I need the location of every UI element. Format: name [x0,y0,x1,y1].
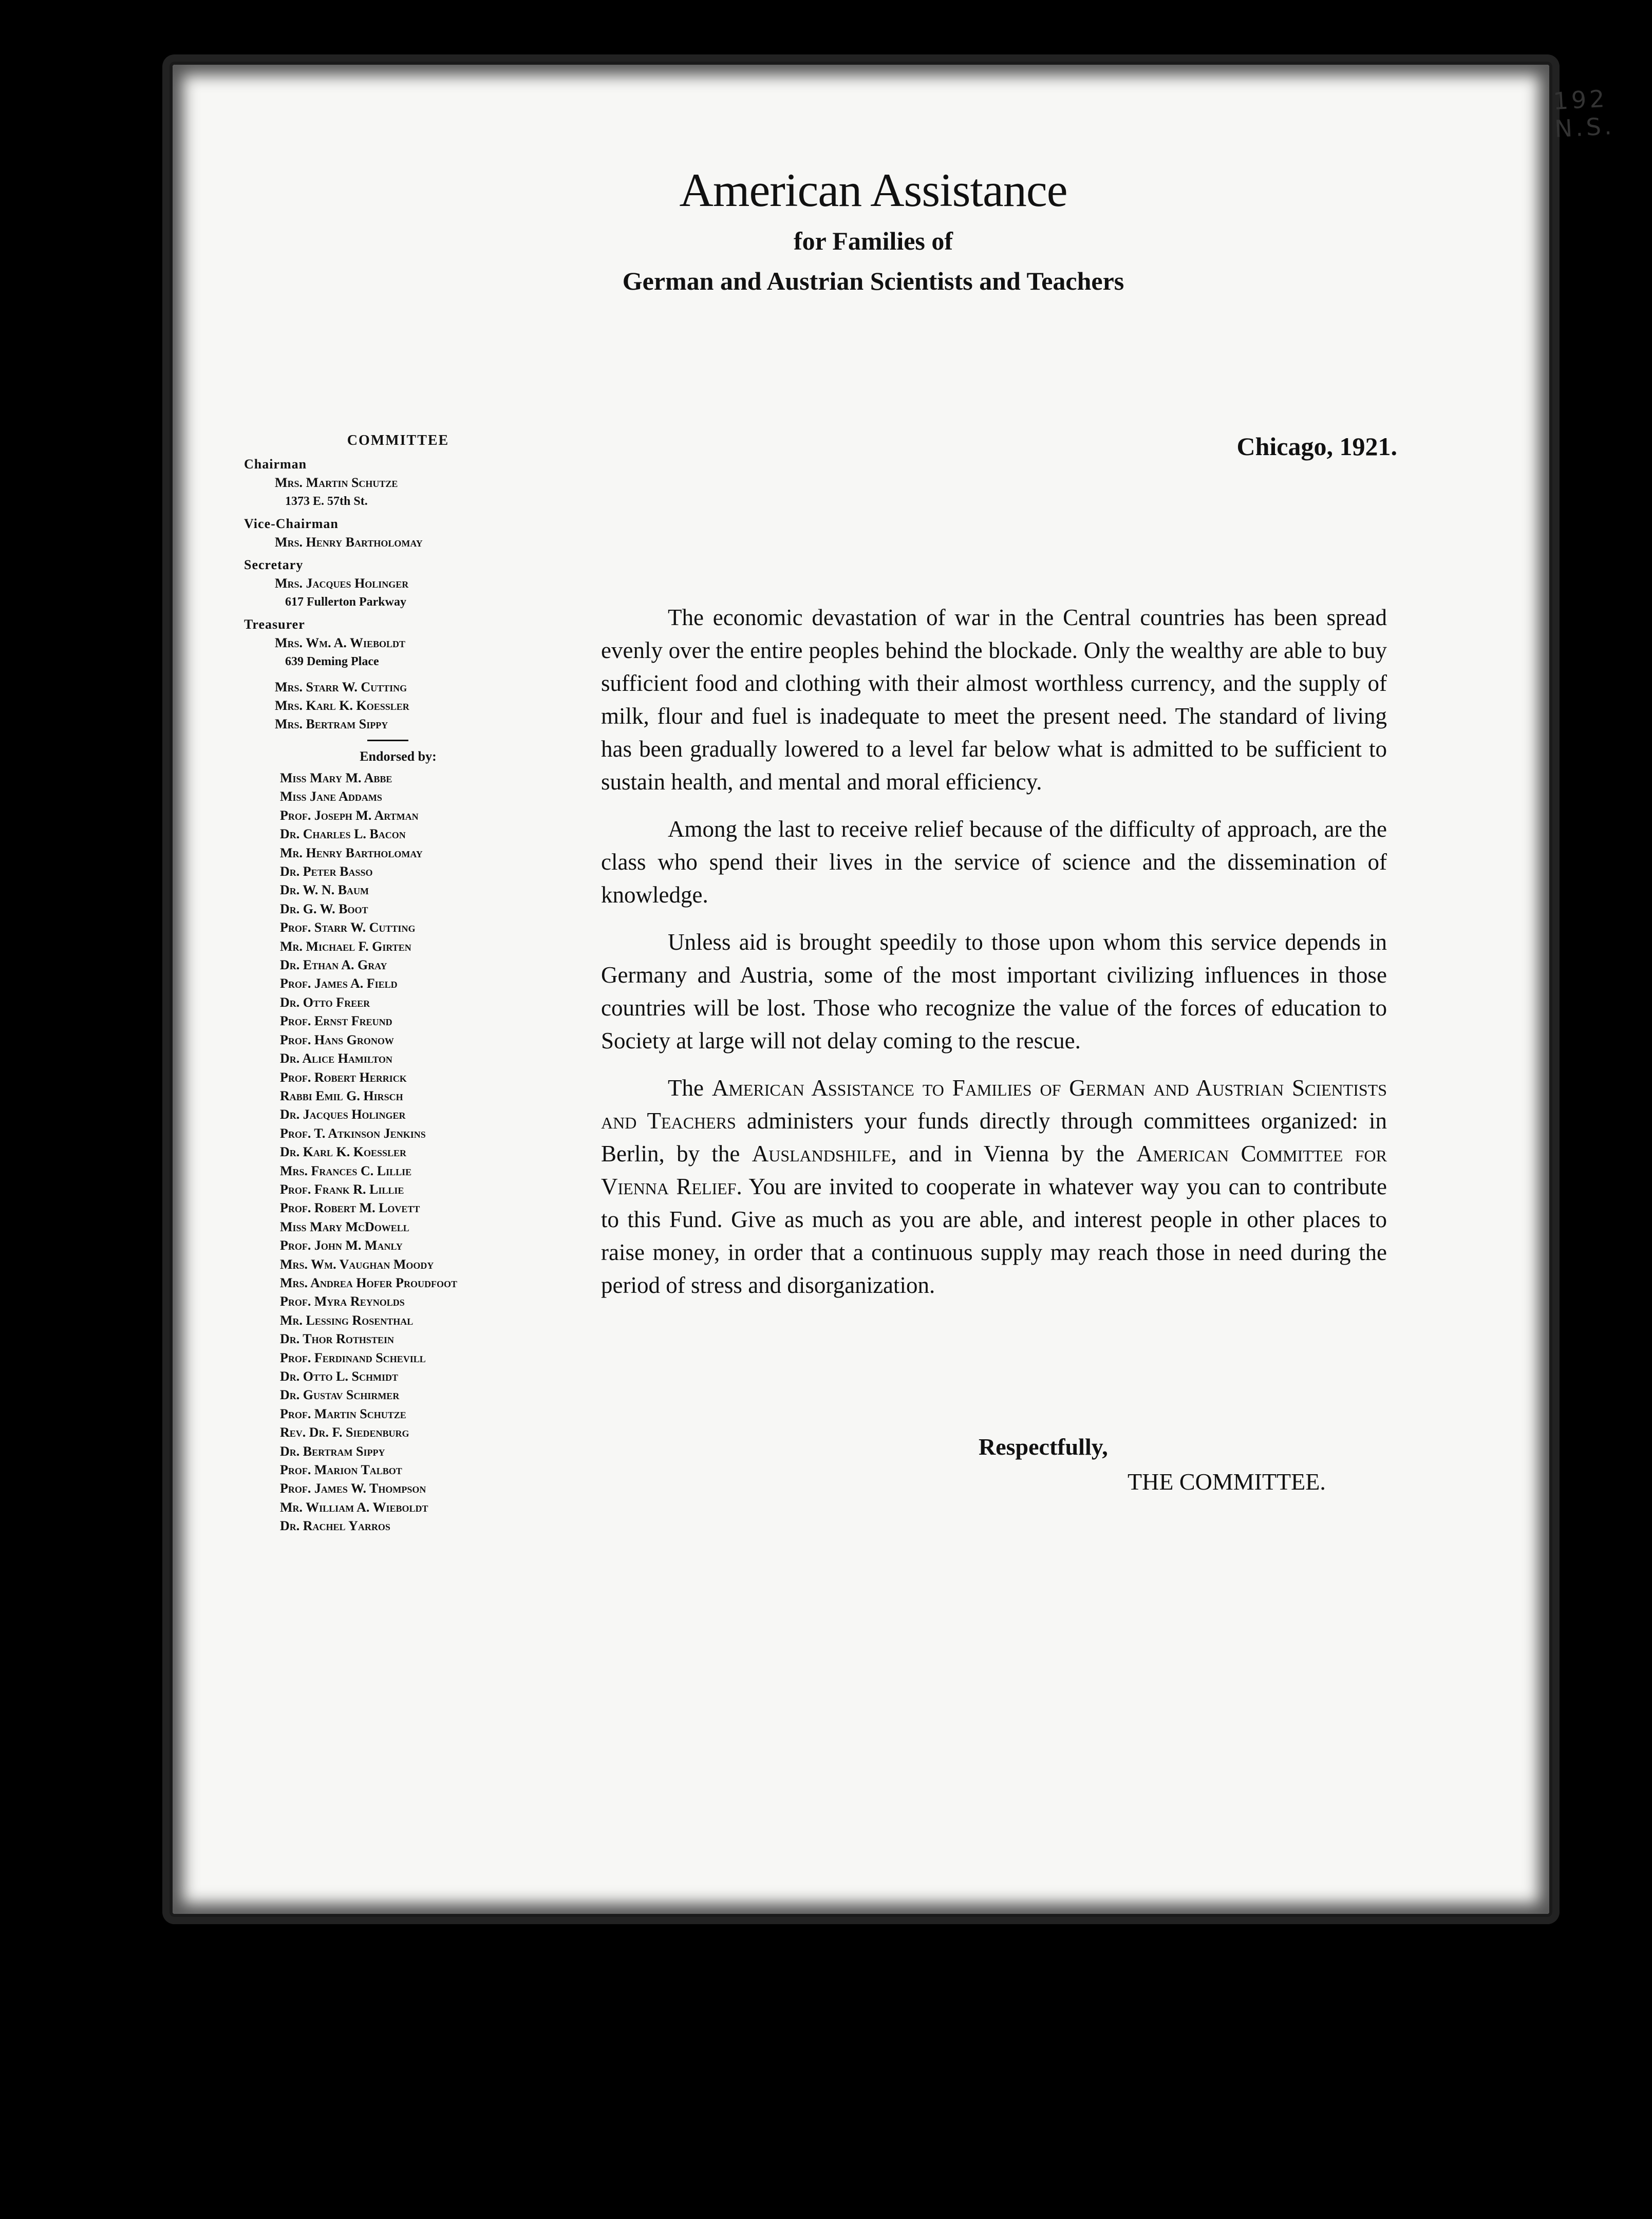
handwritten-note: 192 N.S. [1552,84,1616,143]
endorser-name: Mr. Henry Bartholomay [280,845,423,860]
endorser-name: Prof. Starr W. Cutting [280,920,416,935]
closing-signature: THE COMMITTEE. [1128,1469,1326,1495]
officer-role: Secretary [244,557,304,572]
officer-address: 1373 E. 57th St. [285,495,368,508]
endorser-name: Mrs. Frances C. Lillie [280,1163,412,1178]
officer-name: Mrs. Henry Bartholomay [275,535,423,550]
officer-name: Mrs. Martin Schutze [275,475,398,490]
endorser-name: Prof. T. Atkinson Jenkins [280,1125,426,1141]
endorser-name: Dr. Alice Hamilton [280,1051,392,1066]
letter-body [601,601,1387,1316]
paragraph-4-text: . You are invited to cooperate in whatever way you can to contribute to this Fund. Give as much as you are able, and interest people in other places to raise money, in order that a continuous supply may reach those in need during the period of stress and disorganization. [601,1174,1387,1298]
endorser-name: Rev. Dr. F. Siedenburg [280,1425,409,1440]
endorser-name: Prof. John M. Manly [280,1238,403,1253]
endorser-name: Dr. Ethan A. Gray [280,957,387,973]
paragraph-1: The economic devastation of war in the Central countries has been spread evenly over the entire peoples behind the blockade. Only the wealthy are able to buy sufficient food and clothing with their almost worthless currency, and the supply of milk, flour and fuel is inadequate to meet the present need. The standard of living has been gradually lowered to a level far below what is admitted to be sufficient to sustain health, and mental and moral efficiency. [601,605,1387,795]
endorser-name: Miss Jane Addams [280,789,382,804]
committee-member: Mrs. Starr W. Cutting [275,680,407,694]
committee-sidebar [244,431,552,1536]
endorser-name: Dr. Gustav Schirmer [280,1387,400,1403]
paragraph-3: Unless aid is brought speedily to those upon whom this service depends in Germany and Austria, some of the most important civilizing influences in those countries will be lost. Those who recognize the value of the forces of education to Society at large will not delay coming to the rescue. [601,929,1387,1054]
endorser-name: Prof. Marion Talbot [280,1462,402,1478]
endorser-name: Rabbi Emil G. Hirsch [280,1088,403,1103]
paragraph-4 [601,1071,1387,1302]
closing-salutation: Respectfully, [979,1434,1108,1460]
organization-subtitle-1: for Families of [793,227,953,255]
endorser-name: Prof. Martin Schutze [280,1406,406,1421]
endorser-name: Miss Mary M. Abbe [280,770,392,785]
dateline: Chicago, 1921. [1236,432,1397,461]
officer-address: 617 Fullerton Parkway [285,595,406,609]
endorser-name: Dr. W. N. Baum [280,882,369,898]
endorser-name: Prof. Ernst Freund [280,1013,392,1029]
committee-member: Mrs. Bertram Sippy [275,717,388,731]
endorser-name: Prof. James A. Field [280,976,398,991]
paragraph-4-text: , and in Vienna by the [891,1141,1124,1167]
endorser-name: Dr. Bertram Sippy [280,1443,385,1459]
endorser-name: Mr. William A. Wieboldt [280,1499,428,1515]
officer-name: Mrs. Jacques Holinger [275,576,409,591]
officer-role: Vice-Chairman [244,516,339,531]
endorser-name: Miss Mary McDowell [280,1219,409,1234]
paragraph-4-text: administers your funds directly through committees organized: in Berlin, by the [601,1108,1387,1167]
endorser-name: Dr. Karl K. Koessler [280,1144,406,1160]
organization-subtitle-2: German and Austrian Scientists and Teachers [622,267,1124,295]
endorser-name: Dr. Rachel Yarros [280,1518,390,1534]
endorsed-heading: Endorsed by: [360,749,437,764]
committee-heading: COMMITTEE [347,432,449,448]
endorser-name: Dr. Thor Rothstein [280,1331,394,1347]
endorser-name: Dr. Charles L. Bacon [280,826,406,842]
endorser-name: Prof. Ferdinand Schevill [280,1350,426,1365]
officer-name: Mrs. Wm. A. Wieboldt [275,635,405,650]
endorser-name: Dr. Otto L. Schmidt [280,1369,398,1384]
endorser-name: Dr. Otto Freer [280,994,370,1010]
endorser-name: Prof. Hans Gronow [280,1032,394,1047]
endorser-name: Mrs. Andrea Hofer Proudfoot [280,1275,458,1290]
paragraph-4-text: The [668,1075,704,1101]
endorser-name: Prof. Robert Herrick [280,1069,407,1085]
organization-name: American Assistance to Families of German and Austrian Scientists and Teachers [601,1075,1387,1134]
endorser-name: Prof. Robert M. Lovett [280,1200,420,1216]
endorser-list [244,769,552,1536]
organization-title: American Assistance [679,164,1067,216]
vienna-committee: American Committee for Vienna Relief [601,1141,1387,1199]
endorser-name: Dr. Peter Basso [280,864,373,879]
endorser-name: Mr. Lessing Rosenthal [280,1312,414,1328]
endorser-name: Prof. James W. Thompson [280,1481,426,1496]
endorser-name: Prof. Joseph M. Artman [280,807,419,823]
divider [367,740,408,741]
endorser-name: Dr. G. W. Boot [280,901,368,916]
endorser-name: Mrs. Wm. Vaughan Moody [280,1256,434,1272]
berlin-committee: Auslandshilfe [752,1141,891,1167]
endorser-name: Prof. Frank R. Lillie [280,1181,404,1197]
officer-role: Chairman [244,457,307,472]
officer-address: 639 Deming Place [285,655,379,668]
paragraph-2: Among the last to receive relief because of the difficulty of approach, are the class who spend their lives in the service of science and the dissemination of knowledge. [601,816,1387,908]
endorser-name: Mr. Michael F. Girten [280,938,411,954]
endorser-name: Dr. Jacques Holinger [280,1107,406,1122]
committee-member: Mrs. Karl K. Koessler [275,698,409,713]
endorser-name: Prof. Myra Reynolds [280,1294,405,1309]
officer-role: Treasurer [244,617,305,632]
